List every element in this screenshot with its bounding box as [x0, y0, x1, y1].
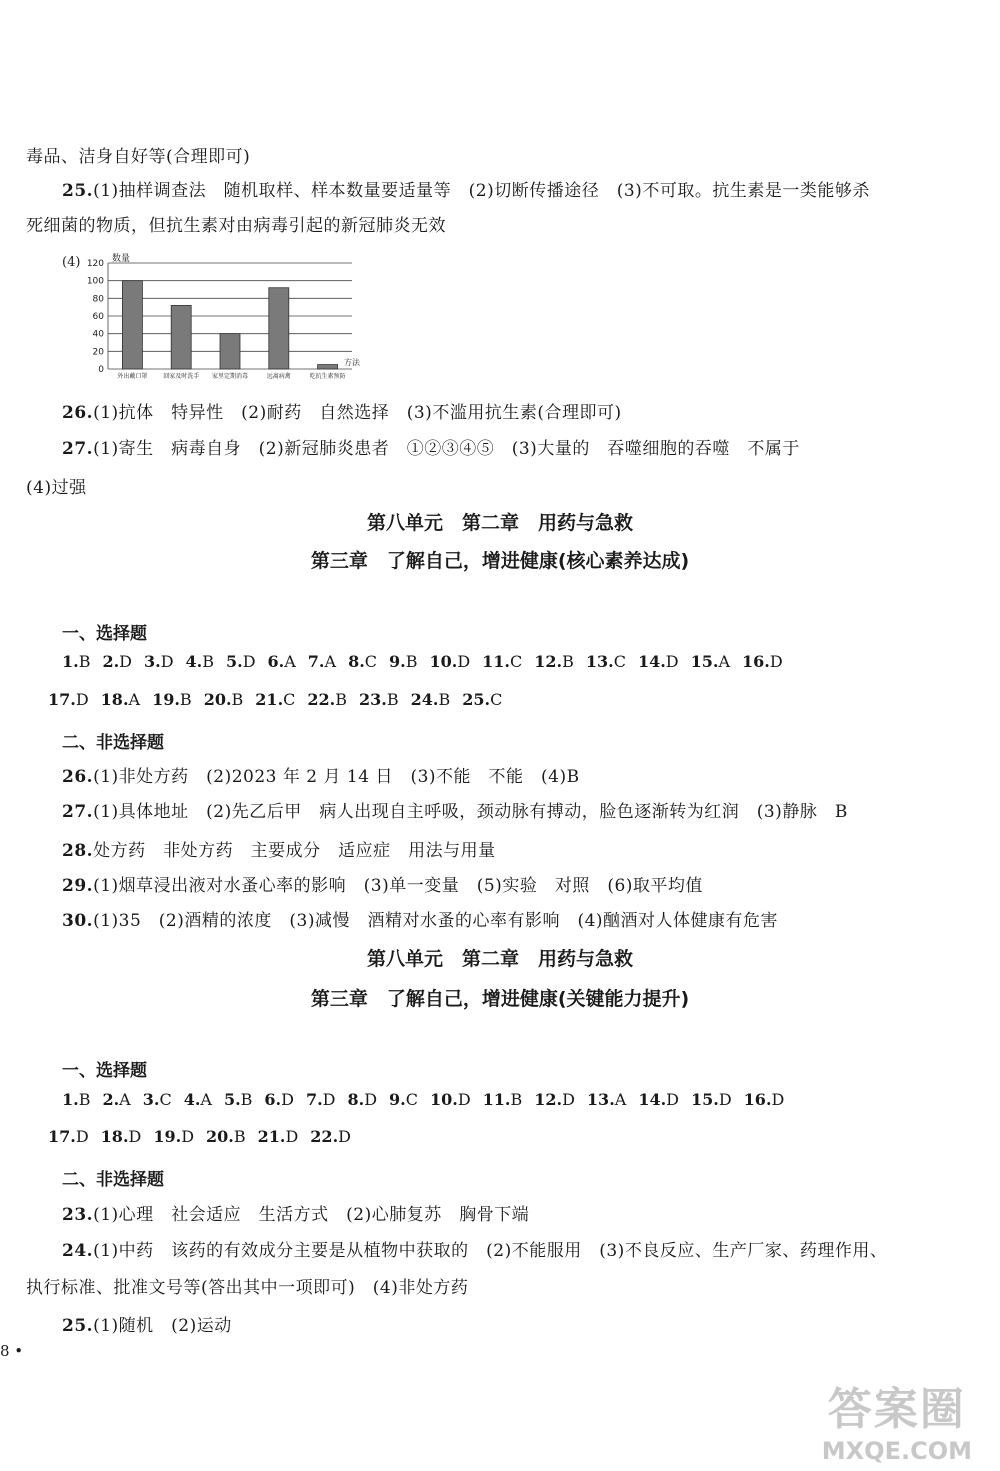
- answer-text: (1)烟草浸出液对水蚤心率的影响 (3)单一变量 (5)实验 对照 (6)取平均值: [93, 876, 703, 896]
- choice-answer: [430, 1090, 471, 1109]
- answer-letter: D: [128, 1127, 142, 1146]
- choice-answers-row: [48, 1127, 363, 1146]
- answer-text: (1)抽样调查法 随机取样、样本数量要适量等 (2)切断传播途径 (3)不可取。抗生素是一类能够杀: [93, 181, 870, 201]
- chart-label-prefix: (4): [62, 255, 81, 270]
- question-29: [62, 871, 703, 896]
- question-number: 16.: [743, 1090, 772, 1109]
- question-number: 13.: [586, 1090, 615, 1109]
- choice-answer: [691, 1090, 732, 1109]
- question-number: 9.: [389, 652, 406, 671]
- question-number: 10.: [429, 652, 458, 671]
- chart-y-ticks: [87, 259, 104, 375]
- question-number: 20.: [206, 1127, 234, 1146]
- question-number: 22.: [307, 690, 336, 709]
- answer-letter: A: [128, 690, 141, 709]
- question-23: [62, 1200, 529, 1225]
- question-number: 20.: [203, 690, 232, 709]
- question-25: [62, 1311, 232, 1336]
- answer-letter: C: [159, 1090, 172, 1109]
- question-number: 24.: [62, 1241, 94, 1261]
- choice-answer: [483, 1090, 523, 1109]
- question-number: 23.: [359, 690, 387, 709]
- question-number: 26.: [62, 403, 94, 423]
- choice-answer: [255, 690, 295, 709]
- question-number: 25.: [62, 181, 94, 201]
- answer-letter: D: [718, 1090, 732, 1109]
- x-tick-label: 远离病禽: [266, 373, 291, 380]
- choice-answer: [744, 1090, 785, 1109]
- question-27: [62, 434, 800, 459]
- answer-letter: B: [386, 690, 399, 709]
- answer-letter: C: [613, 652, 626, 671]
- question-number: 1.: [62, 652, 79, 671]
- section1-heading: 第八单元 第二章 用药与急救: [366, 512, 633, 534]
- choice-answer: [586, 652, 626, 671]
- x-tick-label: 外出戴口罩: [117, 373, 148, 380]
- answer-letter: D: [75, 690, 89, 709]
- question-number: 6.: [264, 1090, 282, 1109]
- answer-letter: D: [285, 1127, 299, 1146]
- choice-answer: [411, 690, 451, 709]
- question-number: 5.: [226, 652, 243, 671]
- answer-letter: B: [202, 652, 214, 671]
- question-number: 16.: [742, 652, 770, 671]
- choice-answer: [226, 652, 256, 671]
- chart-bar: [171, 305, 191, 369]
- choice-answers-row: [62, 652, 795, 671]
- answer-letter: C: [283, 690, 296, 709]
- choice-answer: [638, 652, 679, 671]
- answer-letter: D: [457, 652, 471, 671]
- question-number: 25.: [462, 690, 491, 709]
- question-number: 21.: [255, 690, 284, 709]
- y-tick-label: 20: [92, 347, 104, 358]
- answer-text: (1)抗体 特异性 (2)耐药 自然选择 (3)不滥用抗生素(合理即可): [93, 403, 622, 423]
- answer-letter: B: [438, 690, 451, 709]
- answer-letter: D: [119, 652, 132, 671]
- answer-letter: A: [324, 652, 337, 671]
- question-number: 17.: [48, 690, 76, 709]
- answer-letter: D: [160, 652, 174, 671]
- question-number: 2.: [102, 1090, 120, 1109]
- question-number: 13.: [585, 652, 614, 671]
- choice-answer: [102, 652, 132, 671]
- answer-letter: B: [78, 1090, 91, 1109]
- question-number: 12.: [534, 1090, 563, 1109]
- answer-letter: D: [562, 1090, 575, 1109]
- answer-letter: B: [233, 1127, 246, 1146]
- choice-answer: [62, 652, 90, 671]
- answer-text: (1)35 (2)酒精的浓度 (3)减慢 酒精对水蚤的心率有影响 (4)酗酒对人体健康有危害: [93, 911, 779, 931]
- question-number: 18.: [100, 1127, 129, 1146]
- question-number: 12.: [534, 652, 563, 671]
- answer-letter: D: [665, 652, 679, 671]
- answer-text: (1)寄生 病毒自身 (2)新冠肺炎患者 ①②③④⑤ (3)大量的 吞噬细胞的吞噬 不属于: [93, 439, 800, 459]
- answer-text: (1)心理 社会适应 生活方式 (2)心肺复苏 胸骨下端: [93, 1205, 530, 1225]
- answer-letter: D: [281, 1090, 294, 1109]
- watermark: [822, 1373, 972, 1465]
- choice-answer: [534, 652, 574, 671]
- choice-answer: [184, 1090, 212, 1109]
- choice-section-title: 一、选择题: [62, 624, 147, 644]
- nonchoice-section-title: 二、非选择题: [62, 1170, 164, 1190]
- nonchoice-section-title: 二、非选择题: [62, 733, 164, 753]
- question-number: 15.: [690, 652, 719, 671]
- answer-letter: A: [614, 1090, 627, 1109]
- choice-section-title: 一、选择题: [62, 1061, 147, 1081]
- choice-answer: [186, 652, 214, 671]
- answer-line: (4)过强: [26, 478, 87, 498]
- choice-answer: [224, 1090, 252, 1109]
- question-number: 19.: [153, 1127, 182, 1146]
- choice-answer: [691, 652, 730, 671]
- chart-ylabel: 数量: [112, 254, 131, 264]
- question-number: 8.: [348, 652, 365, 671]
- choice-answer: [152, 690, 192, 709]
- choice-answer: [429, 652, 470, 671]
- question-26: [62, 762, 580, 787]
- question-number: 3.: [142, 1090, 160, 1109]
- answer-letter: D: [364, 1090, 378, 1109]
- section2-subheading: 第三章 了解自己，增进健康(关键能力提升): [310, 988, 690, 1010]
- section1-subheading: 第三章 了解自己，增进健康(核心素养达成): [310, 550, 690, 572]
- question-number: 17.: [48, 1127, 76, 1146]
- answer-letter: A: [119, 1090, 131, 1109]
- choice-answer: [204, 690, 244, 709]
- answer-letter: D: [242, 652, 256, 671]
- question-number: 15.: [691, 1090, 719, 1109]
- answer-text: (1)中药 该药的有效成分主要是从植物中获取的 (2)不能服用 (3)不良反应、生产厂家、药理作用、: [93, 1241, 888, 1261]
- y-tick-label: 100: [86, 276, 104, 287]
- choice-answer: [62, 1090, 90, 1109]
- answer-letter: D: [75, 1127, 89, 1146]
- y-tick-label: 60: [92, 312, 104, 322]
- choice-answer: [307, 690, 347, 709]
- question-25: [62, 176, 870, 201]
- choice-answer: [258, 1127, 299, 1146]
- choice-answer: [347, 1090, 377, 1109]
- answer-letter: B: [405, 652, 418, 671]
- answer-letter: B: [510, 1090, 523, 1109]
- choice-answer: [206, 1127, 246, 1146]
- y-tick-label: 40: [92, 329, 104, 340]
- choice-answer: [101, 1127, 142, 1146]
- bar-chart: [60, 252, 360, 384]
- y-tick-label: 80: [92, 294, 104, 305]
- question-number: 29.: [62, 876, 94, 896]
- answer-letter: C: [510, 652, 523, 671]
- answer-letter: D: [457, 1090, 471, 1109]
- choice-answer: [462, 690, 502, 709]
- chart-bar: [122, 281, 142, 369]
- choice-answer: [348, 652, 377, 671]
- choice-answer: [310, 1127, 351, 1146]
- question-number: 10.: [429, 1090, 458, 1109]
- choice-answer: [48, 1127, 89, 1146]
- choice-answer: [268, 652, 296, 671]
- question-number: 27.: [62, 802, 94, 822]
- answer-letter: D: [322, 1090, 336, 1109]
- answer-letter: B: [240, 1090, 253, 1109]
- answer-letter: B: [179, 690, 192, 709]
- answer-letter: C: [364, 652, 378, 671]
- question-number: 8.: [347, 1090, 365, 1109]
- chart-bar: [269, 288, 289, 369]
- choice-answers-row: [48, 690, 514, 709]
- answer-letter: B: [562, 652, 574, 671]
- question-number: 4.: [183, 1090, 201, 1109]
- choice-answer: [587, 1090, 626, 1109]
- question-number: 21.: [257, 1127, 286, 1146]
- x-tick-label: 回家及时洗手: [163, 373, 200, 380]
- choice-answer: [534, 1090, 575, 1109]
- question-number: 25.: [62, 1316, 94, 1336]
- x-tick-label: 吃抗生素预防: [309, 373, 346, 380]
- watermark-logo: 答案圈: [827, 1384, 966, 1435]
- choice-answer: [153, 1127, 194, 1146]
- answer-letter: B: [231, 690, 244, 709]
- question-number: 7.: [305, 1090, 323, 1109]
- question-number: 22.: [310, 1127, 339, 1146]
- answer-letter: A: [284, 652, 296, 671]
- question-number: 11.: [482, 652, 510, 671]
- chart-bar: [318, 365, 338, 369]
- question-number: 6.: [267, 652, 285, 671]
- question-number: 4.: [185, 652, 203, 671]
- question-number: 11.: [482, 1090, 511, 1109]
- question-26: [62, 398, 622, 423]
- question-number: 30.: [62, 911, 94, 931]
- x-tick-label: 家里定期消毒: [211, 373, 249, 380]
- choice-answer: [144, 652, 174, 671]
- question-number: 3.: [144, 652, 161, 671]
- choice-answer: [101, 690, 140, 709]
- question-number: 14.: [638, 1090, 667, 1109]
- question-number: 18.: [100, 690, 129, 709]
- question-number: 28.: [62, 841, 94, 861]
- choice-answer: [264, 1090, 294, 1109]
- question-24: [62, 1236, 887, 1261]
- choice-answer: [102, 1090, 130, 1109]
- chart-xlabel: 方法: [344, 358, 360, 367]
- question-28: [62, 836, 496, 861]
- choice-answer: [48, 690, 89, 709]
- answer-letter: D: [181, 1127, 195, 1146]
- answer-letter: D: [666, 1090, 679, 1109]
- answer-text: (1)具体地址 (2)先乙后甲 病人出现自主呼吸，颈动脉有搏动，脸色逐渐转为红润 (3)静脉 B: [93, 802, 848, 822]
- choice-answer: [389, 652, 417, 671]
- answer-letter: B: [78, 652, 91, 671]
- question-number: 19.: [152, 690, 180, 709]
- question-number: 1.: [62, 1090, 79, 1109]
- choice-answer: [389, 1090, 418, 1109]
- question-number: 26.: [62, 767, 94, 787]
- question-number: 14.: [637, 652, 666, 671]
- answer-line: 死细菌的物质，但抗生素对由病毒引起的新冠肺炎无效: [26, 216, 446, 236]
- choice-answer: [482, 652, 522, 671]
- question-number: 24.: [410, 690, 439, 709]
- question-27: [62, 797, 848, 822]
- answer-text: 处方药 非处方药 主要成分 适应症 用法与用量: [93, 841, 496, 861]
- choice-answers-row: [62, 1090, 796, 1109]
- answer-letter: D: [769, 652, 783, 671]
- choice-answer: [308, 652, 336, 671]
- answer-line: 执行标准、批准文号等(答出其中一项即可) (4)非处方药: [26, 1278, 469, 1298]
- choice-answer: [742, 652, 783, 671]
- watermark-url: MXQE.COM: [821, 1437, 972, 1465]
- choice-answer: [638, 1090, 679, 1109]
- answer-letter: D: [771, 1090, 785, 1109]
- question-number: 5.: [223, 1090, 241, 1109]
- choice-answer: [143, 1090, 172, 1109]
- answer-letter: C: [405, 1090, 418, 1109]
- answer-letter: A: [718, 652, 731, 671]
- section2-heading: 第八单元 第二章 用药与急救: [366, 948, 633, 970]
- answer-letter: D: [338, 1127, 351, 1146]
- chart-bars: [122, 281, 337, 369]
- answer-line: 毒品、洁身自好等(合理即可): [26, 147, 251, 167]
- answer-letter: C: [490, 690, 503, 709]
- answer-text: (1)非处方药 (2)2023 年 2 月 14 日 (3)不能 不能 (4)B: [93, 767, 580, 787]
- question-number: 27.: [62, 439, 94, 459]
- chart-x-labels: [117, 372, 345, 380]
- question-number: 7.: [307, 652, 325, 671]
- answer-text: (1)随机 (2)运动: [93, 1316, 232, 1336]
- answer-letter: B: [335, 690, 347, 709]
- choice-answer: [306, 1090, 336, 1109]
- y-tick-label: 120: [86, 259, 104, 269]
- choice-answer: [359, 690, 399, 709]
- answer-letter: A: [200, 1090, 212, 1109]
- y-tick-label: 0: [98, 365, 104, 375]
- page-number: 8 •: [0, 1342, 24, 1360]
- question-number: 23.: [62, 1205, 94, 1225]
- question-30: [62, 906, 778, 931]
- chart-bar: [220, 334, 240, 369]
- question-number: 9.: [389, 1090, 406, 1109]
- question-number: 2.: [102, 652, 120, 671]
